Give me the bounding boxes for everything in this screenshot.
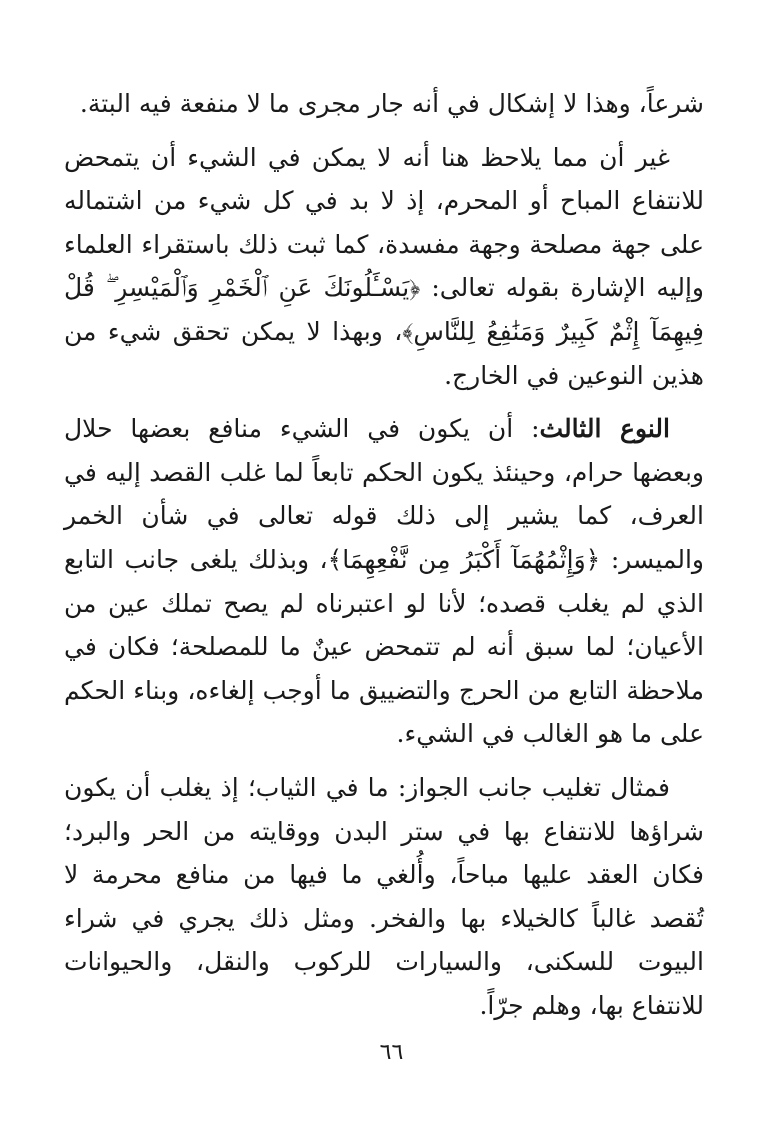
paragraph-2-text-start: غير أن مما يلاحظ هنا أنه لا يمكن في الشيء أن يتمحض للانتفاع المباح أو المحرم، إذ لا بد في كل شيء من اشتماله على جهة مصلحة وجهة مفسدة، كما ثبت ذلك باستقراء العلماء وإليه الإشارة بقوله تعالى: [64,142,704,303]
paragraph-3-text-end: ، وبذلك يلغى جانب التابع الذي لم يغلب قصده؛ لأنا لو اعتبرناه لم يصح تملك عين من الأعيان؛ لما سبق أنه لم تتمحض عينٌ ما للمصلحة؛ فكان في ملاحظة التابع من الحرج والتضييق ما أوجب إلغاءه، وبناء الحكم على ما هو الغالب في الشيء. [64,544,704,749]
section-heading-third-type: النوع الثالث [539,414,670,444]
page-number: ٦٦ [379,1040,404,1065]
paragraph-3 [64,407,704,756]
quran-verse-2: ﴿وَإِثْمُهُمَآ أَكْبَرُ مِن نَّفْعِهِمَا﴾ [327,544,601,574]
paragraph-1-text: شرعاً، وهذا لا إشكال في أنه جار مجرى ما لا منفعة فيه البتة. [79,89,704,118]
paragraph-4 [64,766,704,1028]
paragraph-4-text: فمثال تغليب جانب الجواز: ما في الثياب؛ إذ يغلب أن يكون شراؤها للانتفاع بها في ستر البدن ووقايته من الحر والبرد؛ فكان العقد عليها مباحاً، وأُلغي ما فيها من منافع محرمة لا تُقصد غالباً كالخيلاء بها والفخر. ومثل ذلك يجري في شراء البيوت للسكنى، والسيارات للركوب والنقل، والحيوانات للانتفاع بها، وهلم جرّاً. [64,772,704,1020]
paragraph-2 [64,136,704,398]
quran-verse-1: ﴿يَسْـَٔلُونَكَ عَنِ ٱلْخَمْرِ وَٱلْمَيْسِرِ ۖ قُلْ فِيهِمَآ إِثْمٌ كَبِيرٌ وَمَنَٰفِعُ لِلنَّاسِ﴾ [64,273,705,346]
paragraph-1 [64,82,704,126]
paragraph-3-text-start: : أن يكون في الشيء منافع بعضها حلال وبعضها حرام، وحينئذ يكون الحكم تابعاً لما غلب القصد إليه في العرف، كما يشير إلى ذلك قوله تعالى في شأن الخمر والميسر: [64,414,704,574]
paragraph-2-text-end: ، وبهذا لا يمكن تحقق شيء من هذين النوعين في الخارج. [64,316,704,390]
page-body [64,82,704,1037]
